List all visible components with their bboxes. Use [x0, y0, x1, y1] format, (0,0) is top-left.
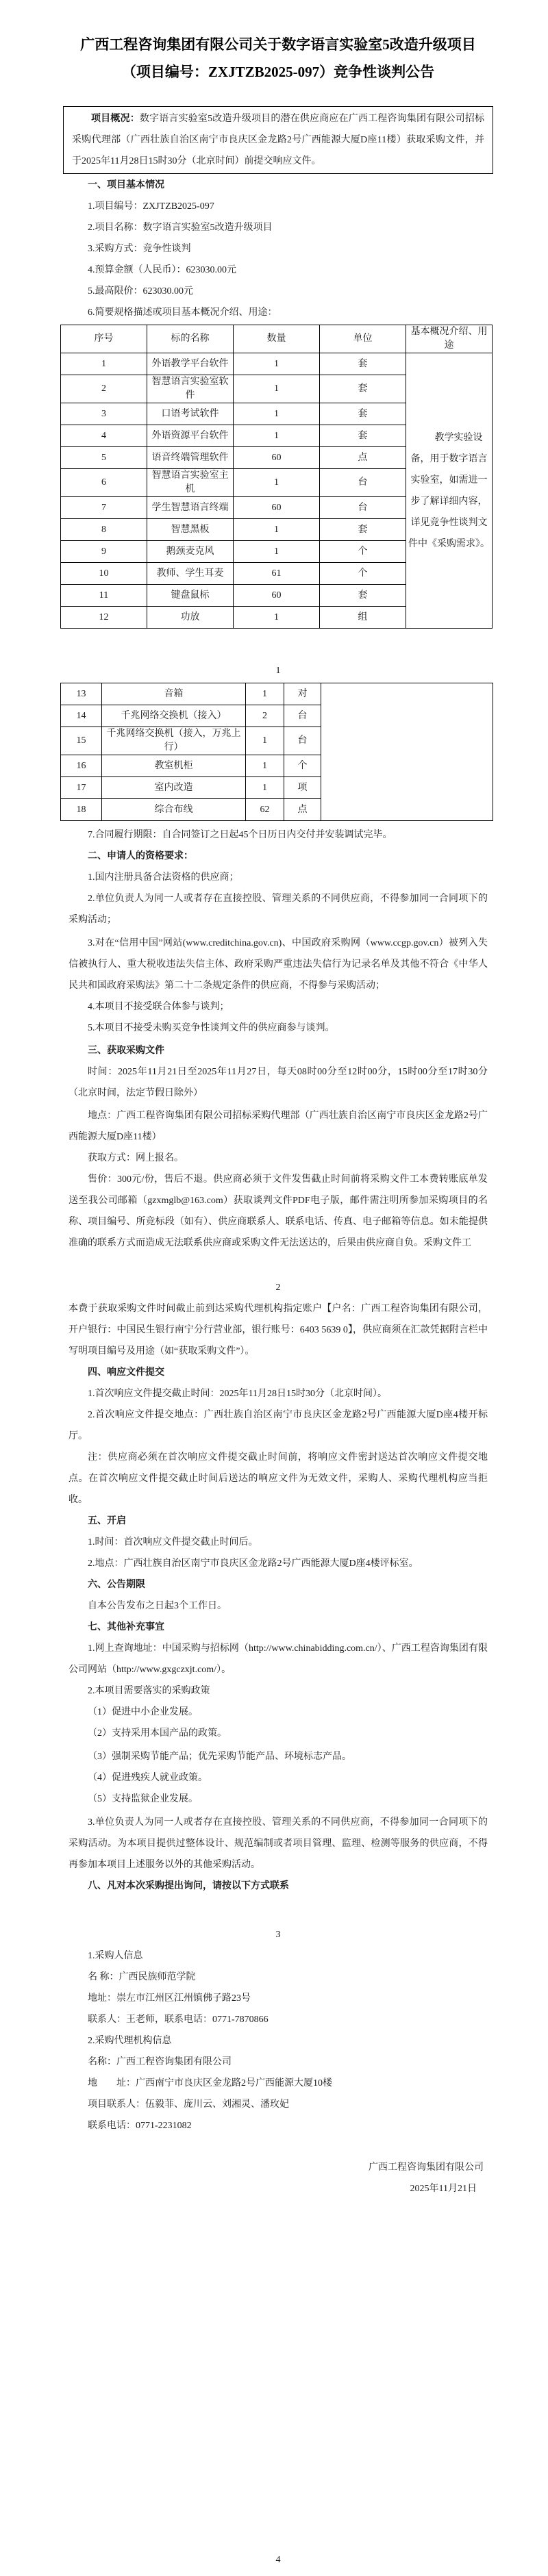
agent-contacts: 项目联系人：伍毅菲、庞川云、刘湘灵、潘玫妃	[88, 2099, 289, 2110]
table-row: 8 智慧黑板 1 套	[61, 519, 493, 541]
agent-info-label: 2.采购代理机构信息	[88, 2036, 172, 2046]
table-row: 16 教室机柜 1 个	[61, 755, 493, 777]
announcement-period: 自本公告发布之日起3个工作日。	[88, 1601, 227, 1611]
overview-text: 数字语言实验室5改造升级项目的潜在供应商应在广西工程咨询集团有限公司招标采购代理部（广西壮族自治区南宁市良庆区金龙路2号广西能源大厦D座11楼）获取采购文件，并于2025年11月28日15时30分（北京时间）前提交响应文件。	[72, 114, 484, 166]
overview-label: 项目概况：	[91, 114, 140, 124]
table-row: 11 键盘鼠标 60 套	[61, 585, 493, 607]
section6-heading: 六、公告期限	[88, 1580, 145, 1590]
opening-time: 1.时间：首次响应文件提交截止时间后。	[88, 1537, 258, 1548]
col-header-unit: 单位	[320, 325, 406, 353]
table-row: 1 外语教学平台软件 1 套 教学实验设备，用于数字语言实验室，如需进一步了解详细内容，详见竞争性谈判文件中《采购需求》。	[61, 353, 493, 375]
buyer-address: 地址：崇左市江州区江州镇佛子路23号	[88, 1993, 251, 2004]
online-query-address: 1.网上查询地址：中国采购与招标网（http://www.chinabidding.com.cn/）、广西工程咨询集团有限公司网站（http://www.gxgczxjt.com/）。	[68, 1643, 488, 1675]
page-number-4: 4	[275, 2555, 281, 2565]
spec-intro-label: 6.简要规格描述或项目基本概况介绍、用途：	[88, 307, 277, 318]
goods-table-page1	[60, 325, 493, 629]
doc-obtain-place: 地点：广西工程咨询集团有限公司招标采购代理部（广西壮族自治区南宁市良庆区金龙路2号广西能源大厦D座11楼）	[68, 1111, 488, 1142]
page-number-3: 3	[275, 1930, 281, 1940]
contract-period: 7.合同履行期限：自合同签订之日起45个日历日内交付并安装调试完毕。	[88, 830, 393, 840]
doc-obtain-time: 时间：2025年11月21日至2025年11月27日，每天08时00分至12时00分，15时00分至17时30分（北京时间，法定节假日除外）	[68, 1067, 488, 1098]
table-row: 10 教师、学生耳麦 61 个	[61, 563, 493, 585]
table-row: 13 音箱 1 对	[61, 683, 493, 705]
page-number-1: 1	[275, 666, 281, 676]
table-row: 9 鹅颈麦克风 1 个	[61, 541, 493, 563]
col-header-no: 序号	[61, 325, 147, 353]
table-row: 5 语音终端管理软件 60 点	[61, 447, 493, 469]
policy-item: （3）强制采购节能产品；优先采购节能产品、环境标志产品。	[88, 1752, 351, 1762]
response-deadline: 1.首次响应文件提交截止时间：2025年11月28日15时30分（北京时间）。	[88, 1389, 387, 1399]
col-header-desc: 基本概况介绍、用途	[406, 325, 493, 353]
doc-title	[68, 0, 488, 86]
policy-item: （1）促进中小企业发展。	[88, 1707, 198, 1717]
qualification-item: 2.单位负责人为同一人或者存在直接控股、管理关系的不同供应商，不得参加同一合同项下的采购活动；	[68, 894, 488, 925]
buyer-info-label: 1.采购人信息	[88, 1951, 143, 1961]
table-row: 3 口语考试软件 1 套	[61, 403, 493, 425]
project-name: 2.项目名称：数字语言实验室5改造升级项目	[88, 223, 273, 233]
col-header-name: 标的名称	[147, 325, 234, 353]
qualification-item: 4.本项目不接受联合体参与谈判；	[88, 1002, 229, 1012]
procurement-method: 3.采购方式：竞争性谈判	[88, 244, 191, 254]
table-note-cell-empty	[321, 683, 493, 821]
price-ceiling: 5.最高限价：623030.00元	[88, 286, 193, 296]
doc-title-line1: 广西工程咨询集团有限公司关于数字语言实验室5改造升级项目	[80, 36, 476, 53]
section8-heading: 八、凡对本次采购提出询问，请按以下方式联系	[88, 1881, 289, 1891]
agent-name: 名称：广西工程咨询集团有限公司	[88, 2057, 232, 2067]
table-row: 6 智慧语言实验室主机 1 台	[61, 469, 493, 497]
table-row: 7 学生智慧语言终端 60 台	[61, 497, 493, 519]
section2-heading: 二、申请人的资格要求：	[88, 851, 193, 861]
doc-title-line2: （项目编号：ZXJTZB2025-097）竞争性谈判公告	[121, 64, 435, 80]
supplier-restriction: 3.单位负责人为同一人或者存在直接控股、管理关系的不同供应商，不得参加同一合同项下的采购活动。为本项目提供过整体设计、规范编制或者项目管理、监理、检测等服务的供应商，不得再参加本项目上述服务以外的其他采购活动。	[68, 1817, 488, 1870]
response-place: 2.首次响应文件提交地点：广西壮族自治区南宁市良庆区金龙路2号广西能源大厦D座4楼开标厅。	[68, 1410, 488, 1441]
doc-obtain-method: 获取方式：网上报名。	[88, 1153, 184, 1163]
doc-price-paragraph-part2: 本费于获取采购文件时间截止前到达采购代理机构指定账户【户名：广西工程咨询集团有限公司，开户银行：中国民生银行南宁分行营业部，银行账号：6403 5639 0】，供应商须在汇款凭据附言栏中写明项目编号及用途（如“获取采购文件”）。	[68, 1304, 488, 1356]
response-note: 注：供应商必须在首次响应文件提交截止时间前，将响应文件密封送达首次响应文件提交地点。在首次响应文件提交截止时间后送达的响应文件为无效文件，采购人、采购代理机构应当拒收。	[68, 1452, 488, 1505]
signature-org: 广西工程咨询集团有限公司	[369, 2162, 484, 2173]
buyer-name: 名 称：广西民族师范学院	[88, 1972, 196, 1982]
policy-item: （2）支持采用本国产品的政策。	[88, 1728, 227, 1739]
table-row: 15 千兆网络交换机（接入，万兆上行） 1 台	[61, 727, 493, 755]
section1-heading: 一、项目基本情况	[88, 180, 164, 190]
section4-heading: 四、响应文件提交	[88, 1367, 164, 1378]
qualification-item: 3.对在“信用中国”网站(www.creditchina.gov.cn)、中国政府采购网（www.ccgp.gov.cn）被列入失信被执行人、重大税收违法失信主体、政府采购严重违法失信行为记录名单及其他不符合《中华人民共和国政府采购法》第二十二条规定条件的供应商，不得参与采购活动；	[68, 938, 488, 991]
project-overview-box	[63, 106, 493, 174]
table-note-cell: 教学实验设备，用于数字语言实验室，如需进一步了解详细内容，详见竞争性谈判文件中《采购需求》。	[406, 353, 493, 629]
table-row: 4 外语资源平台软件 1 套	[61, 425, 493, 447]
section5-heading: 五、开启	[88, 1516, 126, 1526]
table-row: 2 智慧语言实验室软件 1 套	[61, 375, 493, 403]
section7-heading: 七、其他补充事宜	[88, 1622, 164, 1632]
buyer-contact: 联系人：王老师，联系电话：0771-7870866	[88, 2015, 269, 2025]
page-number-2: 2	[275, 1283, 281, 1293]
budget-amount: 4.预算金额（人民币）：623030.00元	[88, 265, 236, 275]
project-number: 1.项目编号：ZXJTZB2025-097	[88, 201, 214, 212]
policy-item: （4）促进残疾人就业政策。	[88, 1773, 208, 1783]
table-row: 14 千兆网络交换机（接入） 2 台	[61, 705, 493, 727]
table-row: 12 功放 1 组	[61, 607, 493, 629]
agent-phone: 联系电话：0771-2231082	[88, 2121, 192, 2131]
policy-intro: 2.本项目需要落实的采购政策	[88, 1686, 210, 1696]
table-row: 18 综合布线 62 点	[61, 799, 493, 821]
table-row: 17 室内改造 1 项	[61, 777, 493, 799]
doc-price-paragraph-part1: 售价：300元/份，售后不退。供应商必须于文件发售截止时间前将采购文件工本费转账底单发送至我公司邮箱（gzxmglb@163.com）获取谈判文件PDF电子版，邮件需注明所参加采购项目的名称、项目编号、所竞标段（如有）、供应商联系人、联系电话、传真、电子邮箱等信息。如未能提供准确的联系方式而造成无法联系供应商或采购文件无法送达的，后果由供应商自负。采购文件工	[68, 1174, 488, 1248]
qualification-item: 5.本项目不接受未购买竞争性谈判文件的供应商参与谈判。	[88, 1023, 335, 1033]
agent-address: 地 址：广西南宁市良庆区金龙路2号广西能源大厦10楼	[88, 2078, 332, 2088]
section3-heading: 三、获取采购文件	[88, 1046, 164, 1056]
qualification-item: 1.国内注册具备合法资格的供应商；	[88, 872, 239, 883]
table-header-row	[61, 325, 493, 353]
policy-item: （5）支持监狱企业发展。	[88, 1794, 198, 1804]
col-header-qty: 数量	[234, 325, 320, 353]
signature-date: 2025年11月21日	[410, 2184, 477, 2194]
goods-table-page2	[60, 683, 493, 821]
opening-place: 2.地点：广西壮族自治区南宁市良庆区金龙路2号广西能源大厦D座4楼评标室。	[88, 1558, 419, 1569]
